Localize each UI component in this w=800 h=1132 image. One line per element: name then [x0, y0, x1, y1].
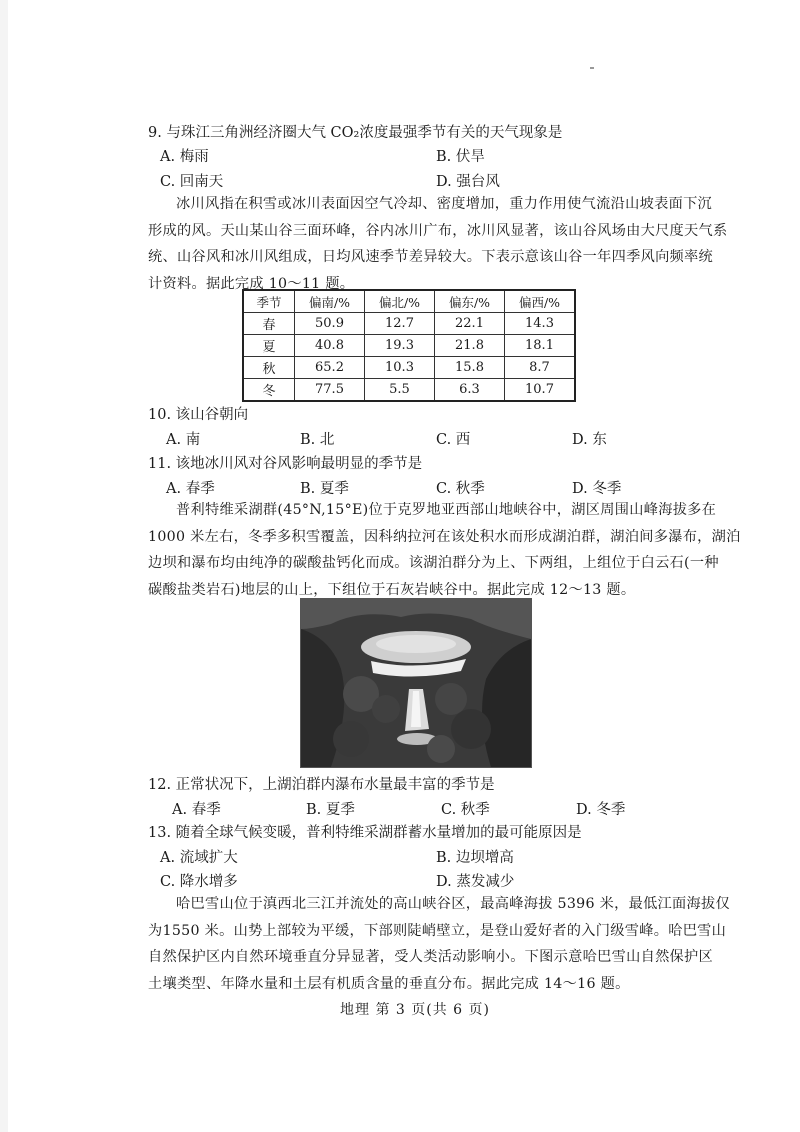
table-row: [243, 335, 575, 357]
table-cell: 21.8: [435, 335, 505, 357]
q13-stem: 13. 随着全球气候变暖，普利特维采湖群蓄水量增加的最可能原因是: [148, 825, 582, 841]
q10-option-d[interactable]: D. 东: [572, 432, 607, 448]
passage3-line: 为1550 米。山势上部较为平缓，下部则陡峭壁立，是登山爱好者的入门级雪峰。哈巴雪山: [148, 922, 727, 939]
wind-frequency-table: [242, 289, 576, 402]
table-row: [243, 357, 575, 379]
table-cell: 春: [243, 313, 295, 335]
table-cell: 10.3: [365, 357, 435, 379]
passage2-line: 普利特维采湖群(45°N,15°E)位于克罗地亚西部山地峡谷中，湖区周围山峰海拔多在: [176, 502, 717, 518]
q12-option-b[interactable]: B. 夏季: [306, 802, 355, 818]
q13-option-b[interactable]: B. 边坝增高: [436, 850, 514, 866]
table-header: 偏东/%: [435, 290, 505, 313]
table-row: [243, 379, 575, 402]
passage3-line: 土壤类型、年降水量和土层有机质含量的垂直分布。据此完成 14～16 题。: [148, 975, 630, 992]
q9-option-a[interactable]: A. 梅雨: [160, 149, 209, 165]
scan-speck: [590, 67, 594, 69]
lake-waterfall-photo: [300, 598, 532, 768]
table-header: 偏西/%: [505, 290, 576, 313]
q9-option-b[interactable]: B. 伏旱: [436, 149, 485, 165]
q13-option-d[interactable]: D. 蒸发减少: [436, 874, 515, 890]
table-cell: 19.3: [365, 335, 435, 357]
q13-option-a[interactable]: A. 流域扩大: [160, 850, 238, 866]
q10-option-c[interactable]: C. 西: [436, 432, 471, 448]
q11-stem: 11. 该地冰川风对谷风影响最明显的季节是: [148, 456, 423, 472]
table-cell: 冬: [243, 379, 295, 402]
passage2-line: 碳酸盐类岩石)地层的山上，下组位于石灰岩峡谷中。据此完成 12～13 题。: [148, 581, 636, 598]
table-cell: 5.5: [365, 379, 435, 402]
passage2-line: 边坝和瀑布均由纯净的碳酸盐钙化而成。该湖泊群分为上、下两组，上组位于白云石(一种: [148, 555, 719, 571]
table-cell: 65.2: [295, 357, 365, 379]
q12-option-d[interactable]: D. 冬季: [576, 802, 626, 818]
q11-option-a[interactable]: A. 春季: [166, 481, 215, 497]
table-cell: 秋: [243, 357, 295, 379]
q9-option-c[interactable]: C. 回南天: [160, 174, 224, 190]
q9-stem: 9. 与珠江三角洲经济圈大气 CO₂浓度最强季节有关的天气现象是: [148, 125, 563, 141]
q11-option-c[interactable]: C. 秋季: [436, 481, 485, 497]
passage1-line: 计资料。据此完成 10～11 题。: [148, 275, 355, 292]
passage-glacier-wind: [148, 191, 728, 297]
table-cell: 12.7: [365, 313, 435, 335]
table-cell: 夏: [243, 335, 295, 357]
table-cell: 15.8: [435, 357, 505, 379]
passage3-line: 自然保护区内自然环境垂直分异显著，受人类活动影响小。下图示意哈巴雪山自然保护区: [148, 949, 714, 965]
passage1-line: 统、山谷风和冰川风组成，日均风速季节差异较大。下表示意该山谷一年四季风向频率统: [148, 249, 714, 265]
q10-stem: 10. 该山谷朝向: [148, 407, 249, 423]
passage1-line: 形成的风。天山某山谷三面环峰，谷内冰川广布，冰川风显著，该山谷风场由大尺度天气系: [148, 222, 728, 239]
passage-haba-snow-mountain: [148, 891, 730, 997]
table-row: [243, 313, 575, 335]
table-cell: 50.9: [295, 313, 365, 335]
q10-option-b[interactable]: B. 北: [300, 432, 335, 448]
q13-option-c[interactable]: C. 降水增多: [160, 874, 238, 890]
table-cell: 77.5: [295, 379, 365, 402]
scan-edge: [0, 0, 8, 1132]
q12-option-c[interactable]: C. 秋季: [441, 802, 490, 818]
passage1-line: 冰川风指在积雪或冰川表面因空气冷却、密度增加，重力作用使气流沿山坡表面下沉: [176, 196, 713, 212]
table-cell: 40.8: [295, 335, 365, 357]
passage2-line: 1000 米左右，冬季多积雪覆盖，因科纳拉河在该处积水而形成湖泊群，湖泊间多瀑布，湖泊: [148, 528, 741, 545]
table-cell: 22.1: [435, 313, 505, 335]
q10-option-a[interactable]: A. 南: [166, 432, 201, 448]
q11-option-d[interactable]: D. 冬季: [572, 481, 622, 497]
table-header-row: [243, 290, 575, 313]
table-cell: 6.3: [435, 379, 505, 402]
table-header: 季节: [243, 290, 295, 313]
table-header: 偏北/%: [365, 290, 435, 313]
table-cell: 8.7: [505, 357, 576, 379]
q11-option-b[interactable]: B. 夏季: [300, 481, 349, 497]
table-header: 偏南/%: [295, 290, 365, 313]
table-cell: 10.7: [505, 379, 576, 402]
q9-option-d[interactable]: D. 强台风: [436, 174, 500, 190]
table-cell: 18.1: [505, 335, 576, 357]
passage3-line: 哈巴雪山位于滇西北三江并流处的高山峡谷区，最高峰海拔 5396 米，最低江面海拔仅: [176, 896, 730, 912]
q12-option-a[interactable]: A. 春季: [172, 802, 221, 818]
passage-plitvice-lakes: [148, 497, 741, 603]
q12-stem: 12. 正常状况下，上湖泊群内瀑布水量最丰富的季节是: [148, 777, 495, 793]
table-cell: 14.3: [505, 313, 576, 335]
page-footer: 地理 第 3 页(共 6 页): [340, 1002, 490, 1018]
